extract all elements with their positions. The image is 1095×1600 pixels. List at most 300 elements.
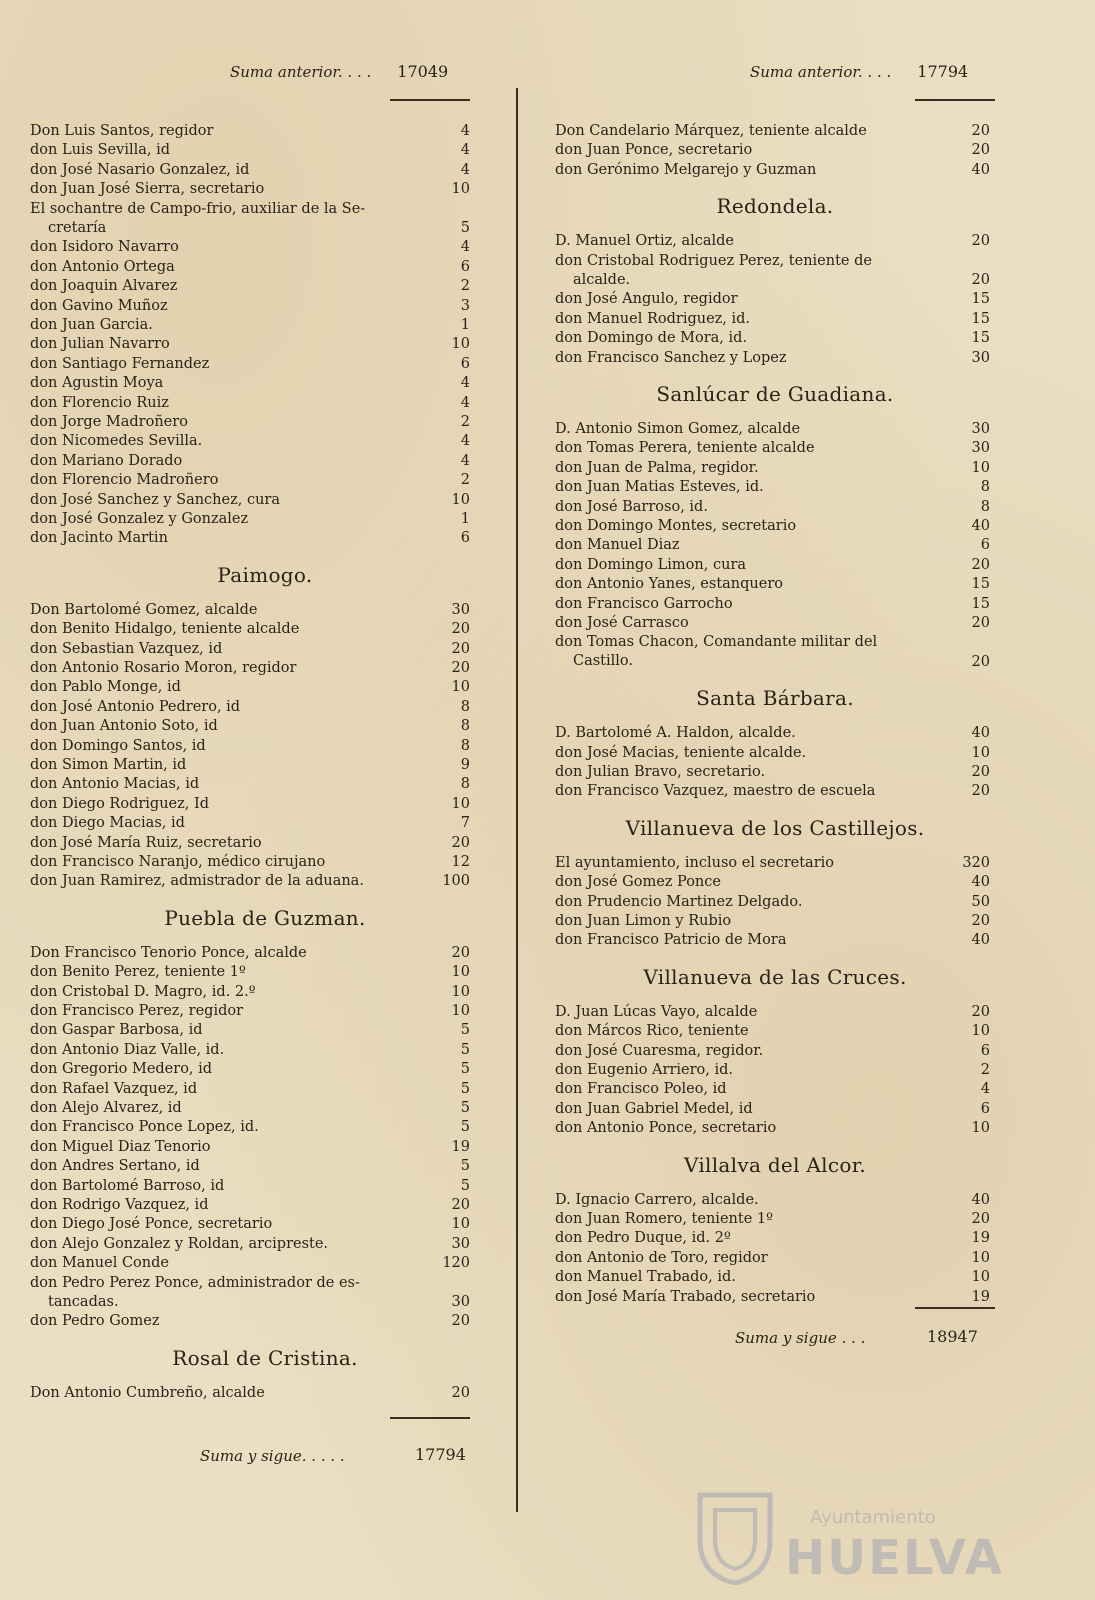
contribution-amount: 15: [971, 595, 990, 612]
contributor-name: don José Macias, teniente alcalde.: [555, 744, 807, 761]
contribution-amount: 5: [460, 1119, 470, 1136]
contributor-name: don Alejo Gonzalez y Roldan, arcipreste.: [30, 1235, 329, 1252]
list-item: [30, 601, 470, 620]
list-item: [30, 834, 470, 853]
contribution-amount: 10: [451, 181, 470, 198]
contribution-amount: 5: [460, 1177, 470, 1194]
contribution-amount: 10: [451, 679, 470, 696]
contribution-amount: 20: [971, 783, 990, 800]
contributor-name: don Antonio Ortega: [30, 258, 175, 275]
contributor-name: D. Ignacio Carrero, alcalde.: [555, 1191, 759, 1208]
contribution-amount: 2: [980, 1062, 990, 1078]
contributor-name: D. Bartolomé A. Haldon, alcalde.: [555, 725, 796, 742]
contributor-name: don Manuel Rodriguez, id.: [555, 310, 751, 327]
left-running-amount: 17049: [397, 62, 449, 81]
contribution-amount: 40: [971, 874, 990, 891]
contributor-name: don Jacinto Martin: [30, 530, 168, 547]
contribution-amount: 40: [971, 161, 990, 178]
contribution-amount: 20: [971, 764, 990, 780]
watermark-name: HUELVA: [785, 1530, 1004, 1586]
contribution-amount: 20: [451, 834, 470, 851]
right-top-rule: [915, 99, 995, 101]
contribution-amount: 2: [460, 278, 470, 295]
contributor-name: don Nicomedes Sevilla.: [30, 433, 203, 450]
list-item: [555, 912, 990, 931]
list-item: [30, 1060, 470, 1079]
contribution-amount: 19: [451, 1138, 470, 1155]
list-item: [555, 1229, 990, 1248]
list-item: [555, 420, 990, 439]
contribution-amount: 20: [971, 1003, 990, 1020]
footer-label: Suma y sigue . . .: [735, 1329, 866, 1347]
contribution-amount: 12: [451, 854, 470, 870]
list-item: [30, 1138, 470, 1157]
contributor-name: don Juan Limon y Rubio: [555, 913, 732, 929]
list-item: [555, 614, 990, 633]
contribution-amount: 5: [460, 1061, 470, 1078]
contribution-amount: 19: [971, 1230, 990, 1247]
contributor-name: don Antonio de Toro, regidor: [555, 1249, 768, 1266]
contributor-name: don Joaquin Alvarez: [30, 278, 178, 295]
list-item: [30, 659, 470, 678]
list-item: [555, 1288, 990, 1307]
contributor-name: don Antonio Rosario Moron, regidor: [30, 660, 297, 676]
contributor-name: don José Sanchez y Sanchez, cura: [30, 491, 280, 508]
contributor-name: don Domingo Limon, cura: [555, 556, 746, 573]
contribution-amount: 1: [460, 317, 470, 333]
list-item: [555, 782, 990, 801]
contributor-name: don Prudencio Martinez Delgado.: [555, 893, 803, 910]
left-running-total: [230, 62, 448, 81]
town-heading: Sanlúcar de Guadiana.: [656, 382, 894, 406]
list-item: [30, 316, 470, 335]
contribution-amount: 40: [971, 518, 990, 534]
contribution-amount: 10: [451, 336, 470, 353]
contribution-amount: 10: [971, 459, 990, 476]
contributor-name: don Miguel Diaz Tenorio: [30, 1138, 211, 1155]
contributor-name: don Diego José Ponce, secretario: [30, 1216, 273, 1233]
contributor-name: don Juan Ponce, secretario: [555, 142, 753, 159]
contribution-amount: 10: [451, 1003, 470, 1019]
contributor-name: don Antonio Ponce, secretario: [555, 1120, 777, 1137]
list-item: [30, 529, 470, 548]
list-item: [555, 873, 990, 892]
contributor-name: don Manuel Diaz: [555, 537, 680, 554]
contribution-amount: 20: [451, 1313, 470, 1330]
contribution-amount: 10: [451, 795, 470, 812]
contributor-name: don Florencio Ruiz: [30, 394, 169, 411]
list-item: [555, 498, 990, 517]
contributor-name: don Julian Navarro: [30, 336, 170, 353]
contribution-amount: 5: [460, 1022, 470, 1039]
contribution-amount: 20: [971, 1211, 990, 1227]
contribution-amount: 10: [971, 1269, 990, 1286]
contribution-amount: 6: [460, 258, 470, 275]
list-item: [30, 1312, 470, 1331]
contribution-amount: 10: [451, 983, 470, 1000]
list-item: [30, 510, 470, 529]
contribution-amount: 5: [460, 1080, 470, 1097]
list-item: [555, 1249, 990, 1268]
list-item: [30, 698, 470, 717]
list-item: [30, 756, 470, 775]
footer-label: Suma y sigue. . . . .: [200, 1447, 345, 1466]
list-item: [30, 737, 470, 756]
contribution-amount: 6: [460, 355, 470, 372]
contributor-name: don Antonio Diaz Valle, id.: [30, 1041, 225, 1058]
contributor-name: don Pedro Perez Ponce, administrador de es-: [30, 1274, 360, 1291]
left-top-rule: [390, 99, 470, 101]
contribution-amount: 15: [971, 291, 990, 308]
contribution-amount: 6: [980, 1042, 990, 1059]
list-item: [30, 180, 470, 199]
list-item: [30, 620, 470, 639]
contributor-name: don Benito Perez, teniente 1º: [30, 964, 246, 981]
list-item: [30, 277, 470, 296]
list-item: [555, 931, 990, 950]
contribution-amount: 20: [451, 944, 470, 961]
list-item: [30, 335, 470, 354]
contribution-amount: 5: [460, 219, 470, 236]
contributor-name: don Antonio Yanes, estanquero: [555, 576, 784, 593]
contributor-name: Don Bartolomé Gomez, alcalde: [30, 601, 258, 618]
right-running-total: [750, 62, 968, 81]
contributor-name: don José María Trabado, secretario: [555, 1288, 816, 1305]
town-heading: Villanueva de los Castillejos.: [625, 815, 925, 840]
list-item: [30, 355, 470, 374]
contribution-amount: 3: [460, 297, 470, 314]
list-item: [30, 963, 470, 982]
contribution-amount: 10: [451, 1216, 470, 1233]
contributor-name: don Jorge Madroñero: [30, 414, 188, 430]
contributor-name: don José Carrasco: [555, 615, 689, 631]
contributor-name: don Alejo Alvarez, id: [30, 1100, 182, 1116]
town-heading: Villalva del Alcor.: [683, 1152, 867, 1177]
contributor-name: don Juan Ramirez, admistrador de la aduana.: [30, 873, 364, 890]
contribution-amount: 20: [971, 556, 990, 573]
contribution-amount: 10: [451, 964, 470, 981]
contribution-amount: 20: [971, 123, 990, 139]
list-item: [555, 141, 990, 160]
contribution-amount: 30: [971, 349, 990, 366]
list-item: [30, 1196, 470, 1215]
contribution-amount: 6: [460, 530, 470, 547]
contributor-name: don Francisco Perez, regidor: [30, 1003, 244, 1019]
contributor-name: don José Gonzalez y Gonzalez: [30, 511, 249, 527]
contributor-name: don Domingo Santos, id: [30, 737, 206, 754]
contribution-amount: 5: [460, 1041, 470, 1058]
list-item: [555, 1100, 990, 1119]
contributor-name: don Francisco Garrocho: [555, 595, 733, 612]
contribution-amount: 50: [971, 893, 990, 910]
contributor-name: don Rafael Vazquez, id: [30, 1080, 198, 1097]
list-item: [30, 394, 470, 413]
contribution-amount: 8: [980, 479, 990, 496]
list-item: [30, 491, 470, 510]
contributor-name: don José Gomez Ponce: [555, 874, 721, 891]
contributor-name: don Sebastian Vazquez, id: [30, 640, 223, 657]
contribution-amount: 320: [962, 854, 990, 871]
list-item: [30, 1002, 470, 1021]
left-running-label: Suma anterior. . . .: [230, 63, 372, 81]
contribution-amount: 10: [451, 491, 470, 508]
list-item: [555, 1191, 990, 1210]
right-running-label: Suma anterior. . . .: [750, 63, 892, 81]
contributor-name: don Manuel Trabado, id.: [555, 1269, 736, 1286]
contributor-name: don Pedro Gomez: [30, 1313, 160, 1330]
contribution-amount: 8: [980, 498, 990, 515]
contributor-name: don Florencio Madroñero: [30, 472, 219, 489]
list-item: [30, 1021, 470, 1040]
town-heading: Santa Bárbara.: [696, 686, 854, 711]
list-item: [30, 161, 470, 180]
list-item: [555, 1061, 990, 1080]
list-item: [30, 872, 470, 891]
contributor-name: don Francisco Patricio de Mora: [555, 932, 787, 949]
right-bottom-rule: [915, 1307, 995, 1309]
contributor-name: don Juan Romero, teniente 1º: [555, 1211, 773, 1227]
list-item: [30, 238, 470, 257]
contributor-name: don Gregorio Medero, id: [30, 1061, 213, 1078]
list-item: [30, 944, 470, 963]
contributor-name: don Domingo Montes, secretario: [555, 518, 797, 534]
contributor-name-continued: tancadas.: [48, 1293, 119, 1310]
list-item: [555, 575, 990, 594]
contribution-amount: 20: [451, 621, 470, 638]
contribution-amount: 100: [442, 873, 470, 890]
list-item: [30, 141, 470, 160]
contribution-amount: 20: [451, 640, 470, 657]
contribution-amount: 4: [460, 161, 470, 178]
contribution-amount: 4: [460, 375, 470, 392]
town-heading: Paimogo.: [217, 562, 313, 587]
contribution-amount: 8: [460, 718, 470, 735]
list-item: [30, 983, 470, 1002]
contributor-name: don José Antonio Pedrero, id: [30, 698, 241, 715]
list-item: [30, 200, 470, 236]
contributor-name: don Juan José Sierra, secretario: [30, 181, 265, 198]
contribution-amount: 2: [460, 472, 470, 489]
list-item: [555, 478, 990, 497]
contributor-name: don José María Ruiz, secretario: [30, 834, 262, 851]
contributor-name: don Santiago Fernandez: [30, 355, 210, 372]
contributor-name: don Juan Garcia.: [30, 317, 153, 333]
list-item: [555, 310, 990, 329]
list-item: [30, 775, 470, 794]
contributor-name: don José Angulo, regidor: [555, 291, 738, 308]
contribution-amount: 15: [971, 330, 990, 347]
contribution-amount: 20: [971, 271, 990, 288]
contributor-name: don José Cuaresma, regidor.: [555, 1042, 764, 1059]
contributor-name: don Juan Matias Esteves, id.: [555, 479, 764, 496]
contribution-amount: 2: [460, 414, 470, 430]
list-item: [555, 1003, 990, 1022]
footer-amount: 17794: [415, 1445, 466, 1465]
list-item: [555, 517, 990, 536]
contributor-name: don José Nasario Gonzalez, id: [30, 161, 250, 178]
list-item: [555, 1268, 990, 1287]
crest-icon: [690, 1485, 780, 1585]
list-item: [30, 1118, 470, 1137]
contribution-amount: 30: [971, 440, 990, 457]
contribution-amount: 20: [451, 1384, 470, 1401]
contributor-name: don Julian Bravo, secretario.: [555, 764, 766, 780]
contribution-amount: 20: [451, 1197, 470, 1213]
contributor-name: don Francisco Vazquez, maestro de escuela: [555, 783, 876, 800]
contributor-name: don Andres Sertano, id: [30, 1158, 200, 1175]
contribution-amount: 4: [460, 142, 470, 159]
contribution-amount: 8: [460, 776, 470, 793]
list-item: [555, 744, 990, 763]
contribution-amount: 6: [980, 1100, 990, 1117]
contribution-amount: 40: [971, 1191, 990, 1208]
list-item: [30, 374, 470, 393]
contribution-amount: 10: [971, 1120, 990, 1137]
contribution-amount: 10: [971, 1249, 990, 1266]
contributor-name-continued: alcalde.: [573, 271, 631, 288]
contributor-name: don Francisco Sanchez y Lopez: [555, 349, 787, 366]
list-item: [555, 329, 990, 348]
contributor-name: D. Antonio Simon Gomez, alcalde: [555, 421, 801, 437]
contributor-name: don Pablo Monge, id: [30, 679, 181, 696]
contributor-name-continued: cretaría: [48, 219, 107, 236]
list-item: [30, 122, 470, 141]
contribution-amount: 8: [460, 698, 470, 715]
contributor-name: don Juan de Palma, regidor.: [555, 459, 759, 476]
list-item: [30, 471, 470, 490]
list-item: [555, 595, 990, 614]
town-heading: Villanueva de las Cruces.: [643, 964, 907, 989]
contribution-amount: 30: [971, 421, 990, 437]
contribution-amount: 40: [971, 932, 990, 949]
list-item: [30, 1215, 470, 1234]
list-item: [555, 161, 990, 180]
contributor-name: Don Francisco Tenorio Ponce, alcalde: [30, 944, 307, 961]
contributor-name: don Mariano Dorado: [30, 452, 183, 469]
contributor-name: don Juan Antonio Soto, id: [30, 718, 218, 735]
list-item: [30, 432, 470, 451]
list-item: [30, 1099, 470, 1118]
list-item: [30, 717, 470, 736]
contribution-amount: 20: [971, 233, 990, 250]
contributor-name: don Tomas Perera, teniente alcalde: [555, 440, 815, 457]
contribution-amount: 30: [451, 1293, 470, 1310]
right-running-amount: 17794: [917, 62, 969, 81]
contribution-amount: 20: [971, 142, 990, 159]
contribution-amount: 7: [460, 815, 470, 832]
left-bottom-rule: [390, 1417, 470, 1419]
contributor-name: don Agustin Moya: [30, 375, 164, 392]
contribution-amount: 120: [442, 1255, 470, 1272]
left-footer-total: [200, 1445, 466, 1466]
list-item: [555, 724, 990, 743]
contributor-name: don Tomas Chacon, Comandante militar del: [555, 634, 878, 651]
contribution-amount: 19: [971, 1288, 990, 1305]
list-item: [30, 1235, 470, 1254]
contribution-amount: 1: [460, 511, 470, 527]
contributor-name: don Rodrigo Vazquez, id: [30, 1197, 209, 1213]
contribution-amount: 20: [971, 913, 990, 929]
contributor-name: don Diego Rodriguez, Id: [30, 795, 209, 812]
list-item: [555, 459, 990, 478]
list-item: [555, 290, 990, 309]
contributor-name: don Antonio Macias, id: [30, 776, 200, 793]
contributor-name: don Eugenio Arriero, id.: [555, 1062, 734, 1078]
contribution-amount: 20: [971, 653, 990, 670]
list-item: [555, 536, 990, 555]
list-item: [555, 763, 990, 782]
contribution-amount: 4: [980, 1081, 990, 1098]
contribution-amount: 30: [451, 601, 470, 618]
list-item: [30, 1177, 470, 1196]
list-item: [555, 893, 990, 912]
footer-amount: 18947: [927, 1327, 978, 1346]
contribution-amount: 30: [451, 1235, 470, 1252]
list-item: [30, 297, 470, 316]
contribution-amount: 4: [460, 452, 470, 469]
contributor-name: don Diego Macias, id: [30, 815, 185, 832]
town-heading: Rosal de Cristina.: [172, 1345, 358, 1370]
contributor-name: don Francisco Naranjo, médico cirujano: [30, 854, 326, 870]
contribution-amount: 4: [460, 433, 470, 450]
list-item: [30, 413, 470, 432]
list-item: [30, 1274, 470, 1310]
contribution-amount: 10: [971, 744, 990, 761]
contribution-amount: 5: [460, 1100, 470, 1116]
contributor-name: don Domingo de Mora, id.: [555, 330, 748, 347]
column-divider: [516, 88, 518, 1512]
contributor-name: don José Barroso, id.: [555, 498, 708, 515]
town-heading: Puebla de Guzman.: [164, 905, 366, 930]
list-item: [555, 252, 990, 288]
contributor-name: don Isidoro Navarro: [30, 239, 179, 256]
list-item: [555, 439, 990, 458]
contribution-amount: 4: [460, 123, 470, 139]
huelva-watermark-logo: [690, 1485, 1020, 1585]
right-footer-total: [735, 1327, 978, 1347]
contributor-name: don Gerónimo Melgarejo y Guzman: [555, 161, 817, 178]
contributor-name-continued: Castillo.: [573, 653, 634, 670]
list-item: [555, 232, 990, 251]
contributor-name: don Cristobal Rodriguez Perez, teniente de: [555, 252, 872, 269]
list-item: [555, 1119, 990, 1138]
list-item: [30, 795, 470, 814]
watermark-subtitle: Ayuntamiento: [810, 1507, 936, 1528]
contributor-name: don Francisco Poleo, id: [555, 1081, 727, 1098]
contributor-name: don Manuel Conde: [30, 1255, 169, 1272]
contributor-name: Don Luis Santos, regidor: [30, 123, 214, 139]
contribution-amount: 5: [460, 1158, 470, 1175]
list-item: [555, 854, 990, 873]
list-item: [30, 853, 470, 872]
contributor-name: don Cristobal D. Magro, id. 2.º: [30, 983, 256, 1000]
town-heading: Redondela.: [716, 194, 834, 219]
list-item: [555, 1042, 990, 1061]
list-item: [555, 1080, 990, 1099]
contribution-amount: 4: [460, 394, 470, 411]
contributor-name: don Francisco Ponce Lopez, id.: [30, 1119, 259, 1136]
list-item: [30, 258, 470, 277]
contribution-amount: 20: [971, 615, 990, 631]
contribution-amount: 10: [971, 1023, 990, 1040]
contributor-name: don Luis Sevilla, id: [30, 142, 171, 159]
contributor-name: El sochantre de Campo-frio, auxiliar de la Se-: [30, 200, 366, 217]
list-item: [30, 1157, 470, 1176]
contribution-amount: 9: [460, 757, 470, 773]
contributor-name: don Juan Gabriel Medel, id: [555, 1100, 753, 1117]
list-item: [30, 452, 470, 471]
contributor-name: don Bartolomé Barroso, id: [30, 1177, 225, 1194]
